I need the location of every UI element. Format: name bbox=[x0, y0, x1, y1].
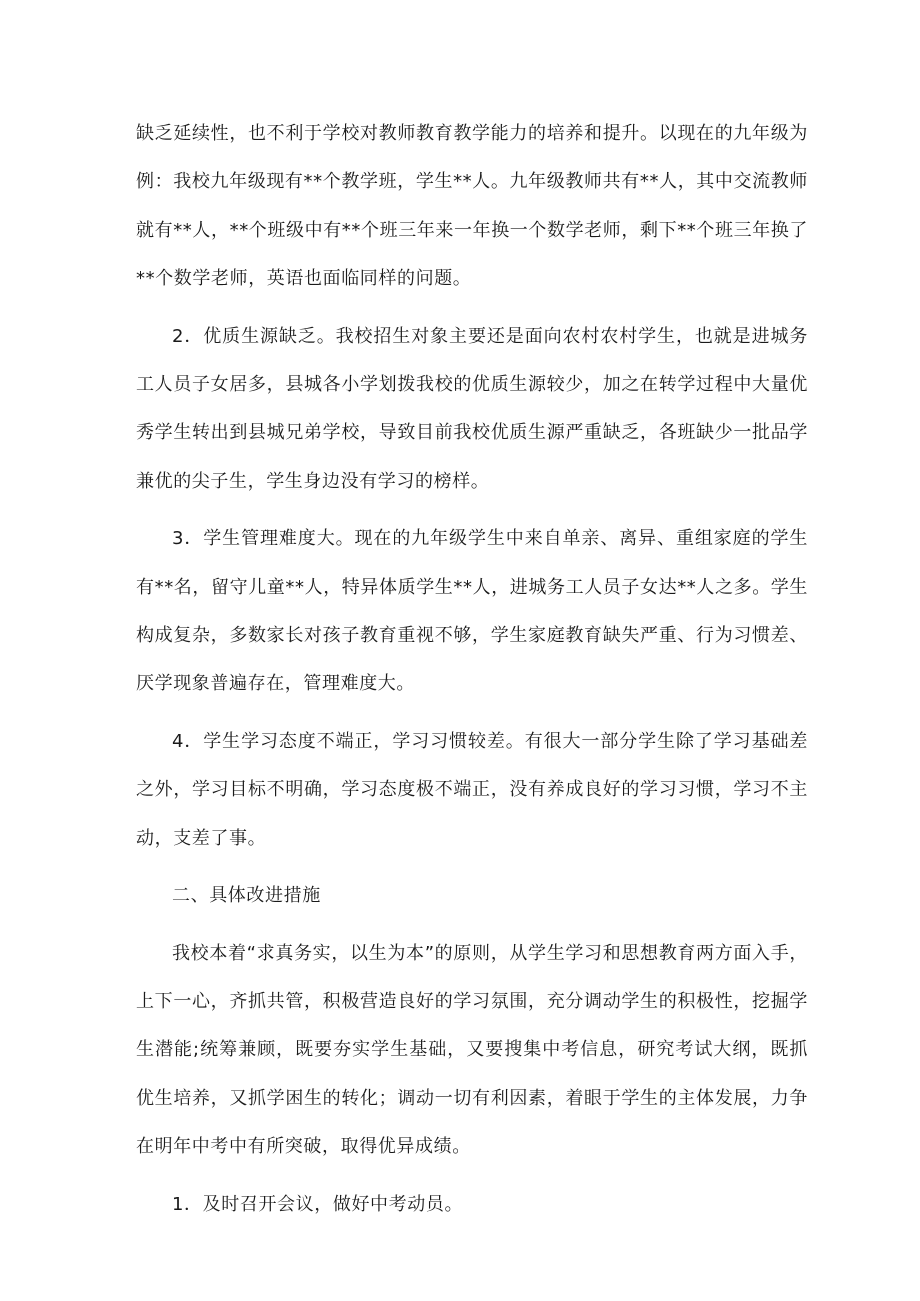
section-heading: 二、具体改进措施 bbox=[172, 885, 321, 907]
paragraph-item-3: 3．学生管理难度大。现在的九年级学生中来自单亲、离异、重组家庭的学生有**名，留守儿童**人，特异体质学生**人，进城务工人员子女达**人之多。学生构成复杂，多数家长对孩子教育重视不够，学生家庭教育缺失严重、行为习惯差、厌学现象普遍存在，管理难度大。 bbox=[136, 528, 808, 695]
paragraph-item-4: 4．学生学习态度不端正，学习习惯较差。有很大一部分学生除了学习基础差之外，学习目标不明确，学习态度极不端正，没有养成良好的学习习惯，学习不主动，支差了事。 bbox=[136, 730, 808, 849]
paragraph-measure-1: 1．及时召开会议，做好中考动员。 bbox=[172, 1193, 464, 1215]
document-body bbox=[136, 110, 808, 1238]
paragraph-continuation: 缺乏延续性，也不利于学校对教师教育教学能力的培养和提升。以现在的九年级为例：我校九年级现有**个教学班，学生**人。九年级教师共有**人，其中交流教师就有**人，**个班级中有**个班三年来一年换一个数学老师，剩下**个班三年换了**个数学老师，英语也面临同样的问题。 bbox=[136, 123, 808, 290]
paragraph-section-intro: 我校本着“求真务实，以生为本”的原则，从学生学习和思想教育两方面入手，上下一心，齐抓共管，积极营造良好的学习氛围，充分调动学生的积极性，挖掘学生潜能;统筹兼顾，既要夯实学生基础，又要搜集中考信息，研究考试大纲，既抓优生培养，又抓学困生的转化；调动一切有利因素，着眼于学生的主体发展，力争在明年中考中有所突破，取得优异成绩。 bbox=[136, 942, 808, 1158]
paragraph-item-2: 2．优质生源缺乏。我校招生对象主要还是面向农村农村学生，也就是进城务工人员子女居多，县城各小学划拨我校的优质生源较少，加之在转学过程中大量优秀学生转出到县城兄弟学校，导致目前我校优质生源严重缺乏，各班缺少一批品学兼优的尖子生，学生身边没有学习的榜样。 bbox=[136, 325, 808, 492]
